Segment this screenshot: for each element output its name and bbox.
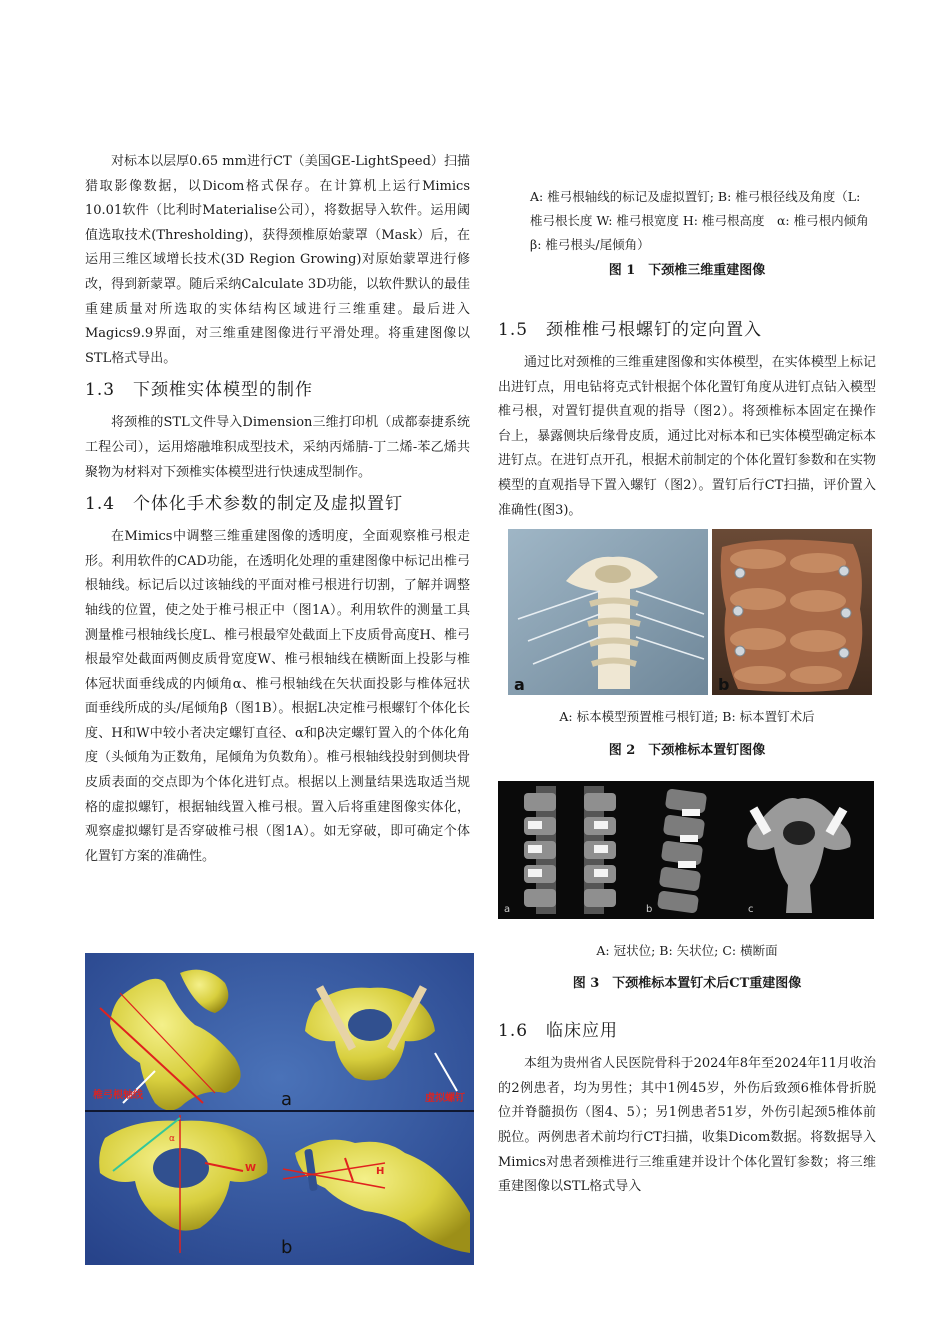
fig1-panel-a: a (281, 1089, 293, 1110)
paragraph-clinical: 本组为贵州省人民医院骨科于2024年8年至2024年11月收治的2例患者，均为男性；其中1例45岁，外伤后致颈6椎体骨折脱位并脊髓损伤（图4、5）；另1例患者51岁，外伤引起颈5椎体前脱位。两例患者术前均行CT扫描，收集Dicom数据。将数据导入Mimics对患者颈椎进行三维重建并设计个体化置钉参数；将三维重建图像以STL格式导入 (498, 1056, 876, 1195)
fig1-mark-h: H (376, 1166, 385, 1177)
fig1-mark-alpha: α (169, 1134, 175, 1144)
fig2-panel-a: a (514, 675, 525, 695)
fig3-panel-a: a (504, 904, 511, 916)
figure-1-caption: A: 椎弓根轴线的标记及虚拟置钉; B: 椎弓根径线及角度（L: 椎弓根长度 W: 椎弓根宽度 H: 椎弓根高度 α: 椎弓根内倾角 β: 椎弓根头/尾倾角） (530, 189, 882, 252)
heading-1-4: 1.4 个体化手术参数的制定及虚拟置钉 (85, 494, 404, 515)
fig3-panel-c: c (748, 904, 754, 916)
fig1-mark-w: W (245, 1163, 257, 1174)
paragraph-3d-printing: 将颈椎的STL文件导入Dimension三维打印机（成都泰捷系统工程公司），运用熔融堆积成型技术，采纳丙烯腈-丁二烯-苯乙烯共聚物为材料对下颈椎实体模型进行快速成型制作。 (85, 415, 470, 480)
figure-2-title: 图 2 下颈椎标本置钉图像 (608, 743, 766, 759)
right-column (498, 185, 882, 1200)
fig3-panel-b: b (646, 904, 653, 916)
heading-1-3: 1.3 下颈椎实体模型的制作 (85, 380, 314, 401)
figure-3-title: 图 3 下颈椎标本置钉术后CT重建图像 (572, 976, 802, 992)
paragraph-screw-placement: 通过比对颈椎的三维重建图像和实体模型，在实体模型上标记出进钉点，用电钻将克式针根据个体化置钉角度从进钉点钻入模型椎弓根，对置钉提供直观的指导（图2）。将颈椎标本固定在操作台上，暴露侧块后缘骨皮质，通过比对标本和已实体模型确定标本进钉点。在进钉点开孔，根据术前制定的个体化置钉参数和在实物模型的直观指导下置入螺钉（图2）。置钉后行CT扫描，评价置入准确性(图3)。 (498, 355, 876, 518)
fig2-panel-b: b (718, 675, 730, 695)
figure-1-title: 图 1 下颈椎三维重建图像 (608, 263, 766, 278)
left-column (85, 150, 470, 869)
figure-2-caption: A: 标本模型预置椎弓根钉道; B: 标本置钉术后 (559, 709, 815, 725)
fig1-label-axis: 椎弓根轴线 (93, 1090, 143, 1101)
fig1-panel-b: b (281, 1237, 293, 1258)
fig1-label-screw: 虚拟螺钉 (425, 1093, 465, 1104)
figure-2-image (508, 529, 872, 695)
paragraph-virtual-screw: 在Mimics中调整三维重建图像的透明度，全面观察椎弓根走形。利用软件的CAD功能，在透明化处理的重建图像中标记出椎弓根轴线。标记后以过该轴线的平面对椎弓根进行切割，了解并调整轴线的位置，使之处于椎弓根正中（图1A）。利用软件的测量工具测量椎弓根轴线长度L、椎弓根最窄处截面上下皮质骨高度H、椎弓根最窄处截面两侧皮质骨宽度W、椎弓根轴线在横断面上投影与椎体冠状面垂线成的内倾角α、椎弓根轴线在矢状面投影与椎体冠状面垂线所成的头/尾倾角β（图1B）。根据L决定椎弓根螺钉个体化长度、H和W中较小者决定螺钉直径、α和β决定螺钉置入的个体化角度（头倾角为正数角，尾倾角为负数角）。椎弓根轴线投射到侧块骨皮质表面的交点即为个体化进钉点。根据以上测量结果选取适当规格的虚拟螺钉，根据轴线置入椎弓根。置入后将重建图像实体化，观察虚拟螺钉是否穿破椎弓根（图1A）。如无穿破，即可确定个体化置钉方案的准确性。 (85, 529, 470, 864)
heading-1-5: 1.5 颈椎椎弓根螺钉的定向置入 (498, 320, 763, 340)
figure-3-image (498, 781, 874, 919)
heading-1-6: 1.6 临床应用 (498, 1021, 619, 1042)
figure-1-image (85, 953, 474, 1265)
paragraph-ct-scan: 对标本以层厚0.65 mm进行CT（美国GE-LightSpeed）扫描猎取影像数据，以Dicom格式保存。在计算机上运行Mimics 10.01软件（比利时Materialise公司），将数据导入软件。运用阈值选取技术(Thresholding)，获得颈椎原始蒙罩（Mask）后，在运用三维区域增长技术(3D Region Growing)对原始蒙罩进行修改，得到新蒙罩。随后采纳Calculate 3D功能，以软件默认的最佳重建质量对所选取的实体结构区域进行三维重建。最后进入Magics9.9界面，对三维重建图像进行平滑处理。将重建图像以STL格式导出。 (85, 154, 470, 366)
figure-3-caption: A: 冠状位; B: 矢状位; C: 横断面 (596, 943, 778, 959)
